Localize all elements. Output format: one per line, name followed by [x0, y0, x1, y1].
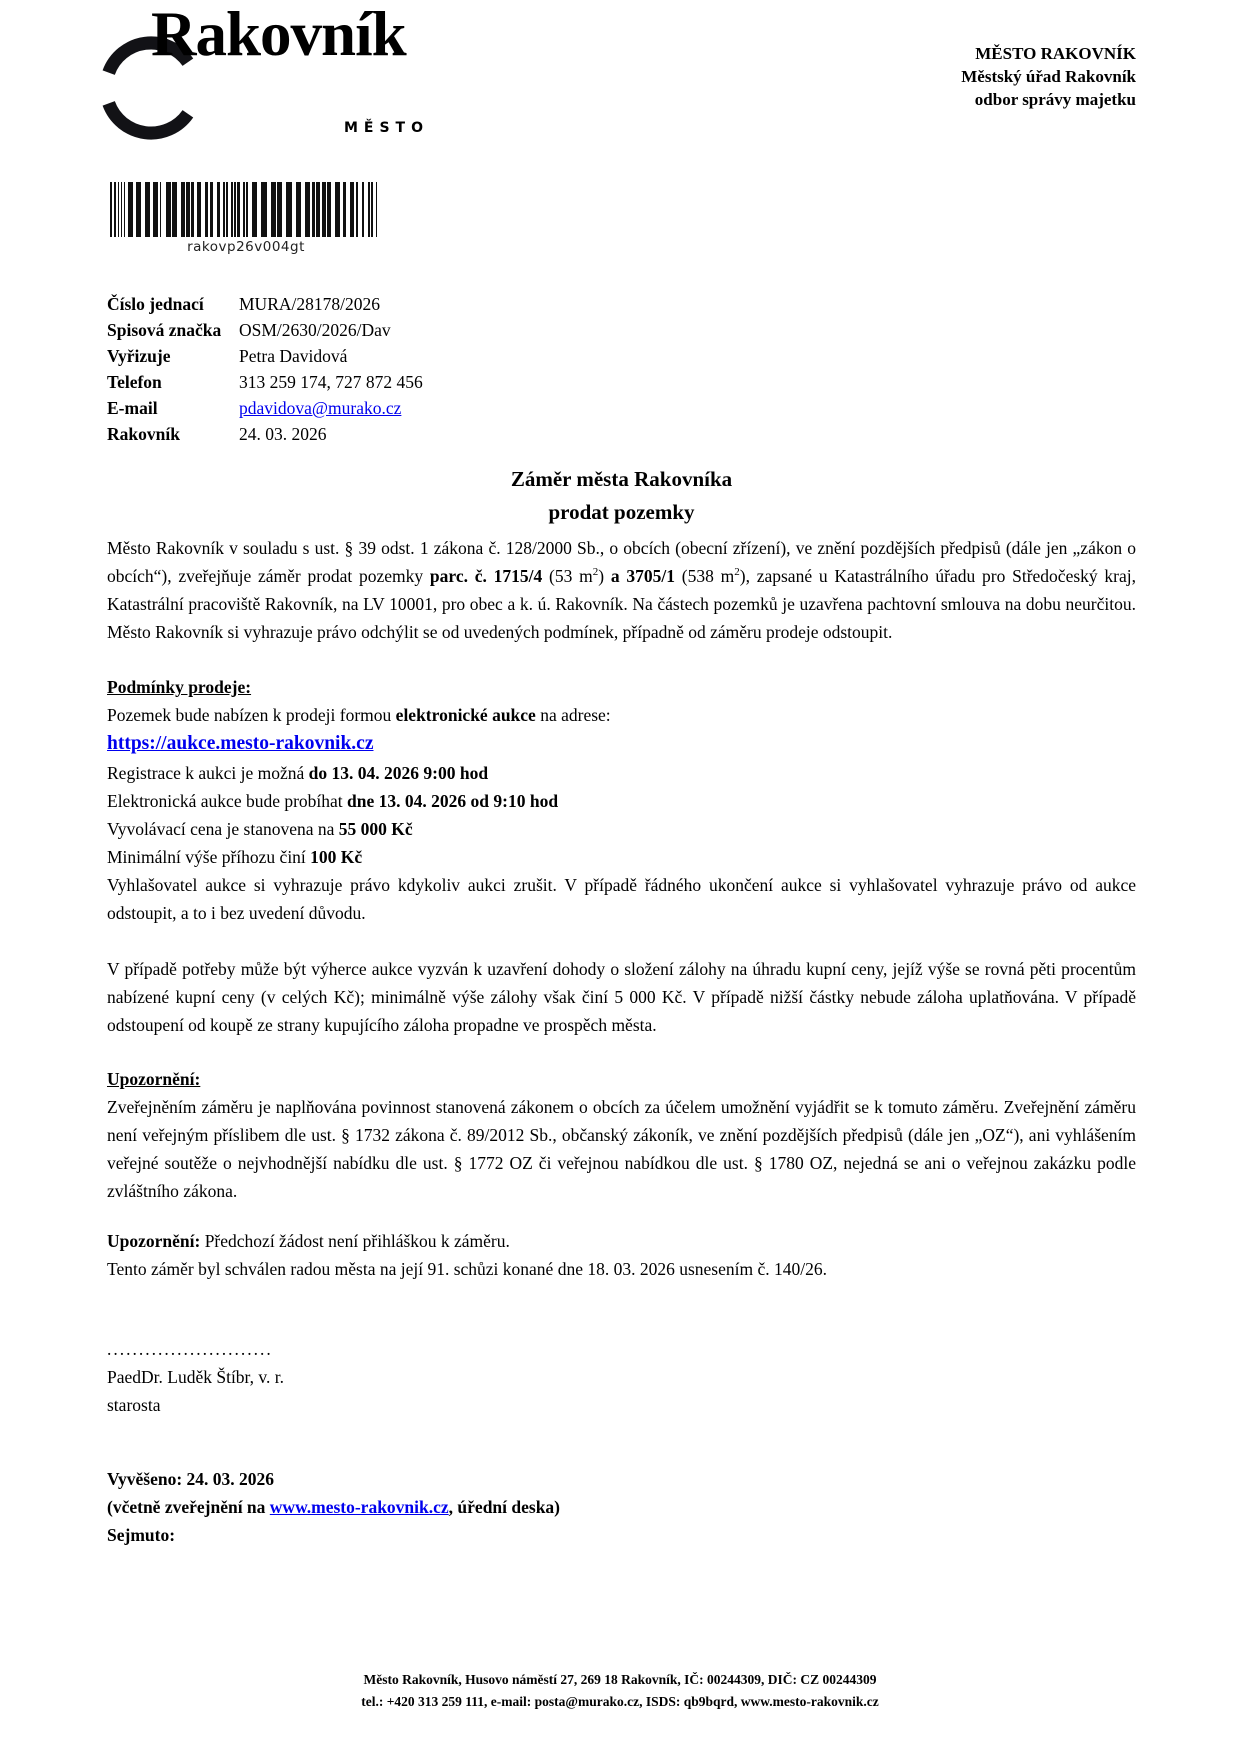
signature-block: [107, 1335, 1136, 1419]
city-logo-subtitle: MĚSTO: [343, 120, 429, 136]
meta-label: Číslo jednací: [107, 294, 204, 314]
footer-contact-line: tel.: +420 313 259 111, e-mail: posta@murako.cz, ISDS: qb9bqrd, www.mesto-rakovnik.cz: [361, 1694, 879, 1709]
auction-url-link[interactable]: https://aukce.mesto-rakovnik.cz: [107, 733, 374, 754]
meta-row-cislo-jednaci: [107, 291, 1136, 317]
conditions-min-bid-line: Minimální výše příhozu činí 100 Kč: [107, 847, 363, 867]
page-title-line1: Záměr města Rakovníka: [510, 467, 733, 491]
page-title-line2: prodat pozemky: [548, 500, 695, 524]
footer-address-line: Město Rakovník, Husovo náměstí 27, 269 18 Rakovník, IČ: 00244309, DIČ: CZ 00244309: [363, 1672, 877, 1687]
conditions-section: [107, 673, 1136, 1039]
meta-label: Telefon: [107, 372, 162, 392]
conditions-heading: Podmínky prodeje:: [107, 677, 252, 697]
meta-row-spisova-znacka: [107, 317, 1136, 343]
meta-value: MURA/28178/2026: [239, 294, 380, 314]
notice-paragraph: Zveřejněním záměru je naplňována povinnost stanovená zákonem o obcích za účelem umožnění vyjádřit se k tomuto záměru. Zveřejnění záměru není veřejným příslibem dle ust. § 1732 zákona č. 89/2012 Sb., občanský zákoník, ve znění pozdějších předpisů (dále jen „OZ“), ani vyhlášením veřejné soutěže o nejvhodnější nabídku dle ust. § 1772 OZ či veřejnou nabídkou dle ust. § 1780 OZ, nejedná se ani o veřejnou zakázku podle zvláštního zákona.: [107, 1097, 1136, 1201]
posting-block: [107, 1465, 1136, 1549]
approval-line: Tento záměr byl schválen radou města na její 91. schůzi konané dne 18. 03. 2026 usnesením č. 140/26.: [107, 1259, 827, 1279]
meta-row-date: [107, 421, 1136, 447]
meta-value: Petra Davidová: [239, 346, 348, 366]
signature-dots: ..........................: [107, 1339, 273, 1359]
meta-label: Vyřizuje: [107, 346, 171, 366]
letterhead-office-block: [961, 42, 1136, 111]
conditions-offer-line: Pozemek bude nabízen k prodeji formou elektronické aukce na adrese:: [107, 705, 611, 725]
meta-value: 313 259 174, 727 872 456: [239, 372, 423, 392]
removed-line: Sejmuto:: [107, 1525, 176, 1545]
city-logo-wordmark: Rakovník: [151, 0, 406, 69]
signatory-role: starosta: [107, 1395, 161, 1415]
cancel-rights-paragraph: Vyhlašovatel aukce si vyhrazuje právo kdykoliv aukci zrušit. V případě řádného ukončení aukce si vyhlašovatel vyhrazuje právo od aukce odstoupit, a to i bez uvedení důvodu.: [107, 875, 1136, 923]
published-detail-line: (včetně zveřejnění na www.mesto-rakovnik.cz, úřední deska): [107, 1497, 561, 1517]
published-line: Vyvěšeno: 24. 03. 2026: [107, 1469, 275, 1489]
meta-label: Rakovník: [107, 424, 180, 444]
notice-heading: Upozornění:: [107, 1069, 201, 1089]
meta-label: Spisová značka: [107, 320, 222, 340]
conditions-registration-line: Registrace k aukci je možná do 13. 04. 2026 9:00 hod: [107, 763, 489, 783]
reference-metadata: [107, 291, 1136, 447]
barcode: [110, 182, 382, 237]
meta-row-email: [107, 395, 1136, 421]
document-footer: [0, 1669, 1240, 1713]
deposit-paragraph: V případě potřeby může být výherce aukce vyzván k uzavření dohody o složení zálohy na úhradu kupní ceny, jejíž výše se rovná pěti procentům nabízené kupní ceny (v celých Kč); minimálně výše zálohy však činí 5 000 Kč. V případě nižší částky nebude záloha uplatňována. V případě odstoupení od koupě ze strany kupujícího záloha propadne ve prospěch města.: [107, 959, 1136, 1035]
notice-note-line: Upozornění: Předchozí žádost není přihláškou k záměru.: [107, 1231, 510, 1251]
conditions-auction-time-line: Elektronická aukce bude probíhat dne 13. 04. 2026 od 9:10 hod: [107, 791, 559, 811]
meta-label: E-mail: [107, 398, 158, 418]
signatory-name: PaedDr. Luděk Štíbr, v. r.: [107, 1367, 285, 1387]
meta-row-telefon: [107, 369, 1136, 395]
letterhead-office: Městský úřad Rakovník: [961, 67, 1136, 86]
letterhead-department: odbor správy majetku: [974, 90, 1136, 109]
email-link[interactable]: pdavidova@murako.cz: [239, 398, 402, 418]
barcode-label: rakovp26v004gt: [187, 239, 305, 255]
meta-value: 24. 03. 2026: [239, 424, 327, 444]
notice-section: [107, 1065, 1136, 1283]
conditions-starting-price-line: Vyvolávací cena je stanovena na 55 000 Kč: [107, 819, 413, 839]
page-title: [107, 463, 1136, 529]
city-logo: [95, 0, 435, 146]
intro-paragraph: Město Rakovník v souladu s ust. § 39 odst. 1 zákona č. 128/2000 Sb., o obcích (obecní zřízení), ve znění pozdějších předpisů (dále jen „zákon o obcích“), zveřejňuje záměr prodat pozemky parc. č. 1715/4 (53 $m^2$) a 3705/1 (538 $m^2$), zapsané u Katastrálního úřadu pro Středočeský kraj, Katastrální pracoviště Rakovník, na LV 10001, pro obec a k. ú. Rakovník. Na částech pozemků je uzavřena pachtovní smlouva na dobu neurčitou. Město Rakovník si vyhrazuje právo odchýlit se od uvedených podmínek, případně od záměru prodeje odstoupit.: [107, 538, 1137, 642]
letterhead-city: MĚSTO RAKOVNÍK: [975, 44, 1136, 63]
meta-row-vyrizuje: [107, 343, 1136, 369]
meta-value: OSM/2630/2026/Dav: [239, 320, 391, 340]
barcode-block: [110, 182, 382, 257]
document-header: [107, 0, 1136, 148]
